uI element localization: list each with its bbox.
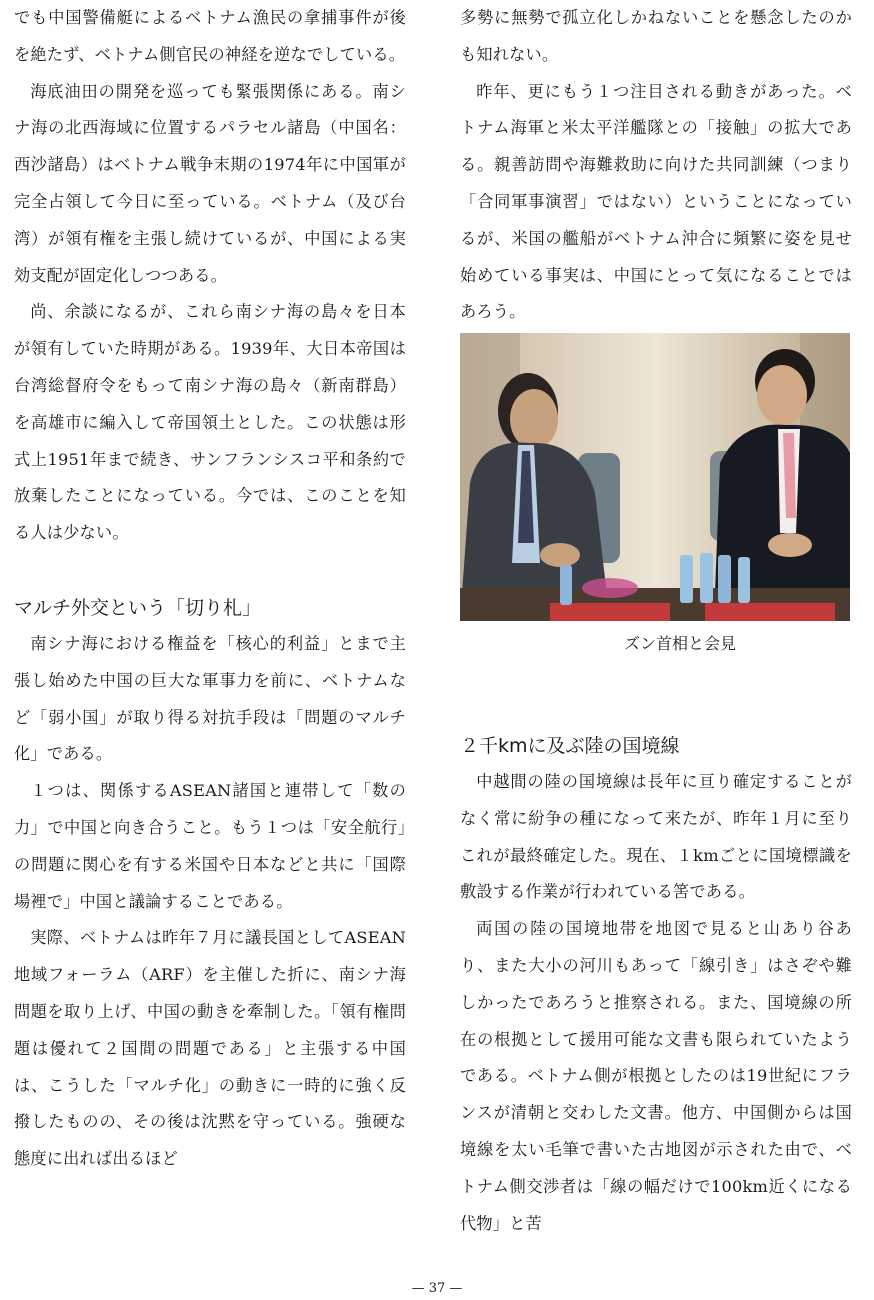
page-number: — 37 — <box>411 1281 463 1296</box>
photo-figure <box>460 333 850 654</box>
section-heading: マルチ外交という「切り札」 <box>14 596 262 619</box>
right-column <box>460 0 852 331</box>
paragraph: 南シナ海における権益を「核心的利益」とまで主張し始めた中国の巨大な軍事力を前に、ベトナムなど「弱小国」が取り得る対抗手段は「問題のマルチ化」である。 <box>14 633 406 764</box>
paragraph: 尚、余談になるが、これら南シナ海の島々を日本が領有していた時期がある。1939年、大日本帝国は台湾総督府令をもって南シナ海の島々（新南群島）を高雄市に編入して帝国領土とした。この状態は形式上1951年まで続き、サンフランシスコ平和条約で放棄したことになっている。今では、このことを知る人は少ない。 <box>14 302 406 543</box>
section-heading: ２千kmに及ぶ陸の国境線 <box>460 735 680 757</box>
meeting-photo <box>460 333 850 621</box>
paragraph: でも中国警備艇によるベトナム漁民の拿捕事件が後を絶たず、ベトナム側官民の神経を逆なでしている。 <box>14 8 406 64</box>
paragraph: １つは、関係するASEAN諸国と連帯して「数の力」で中国と向き合うこと。もう１つは「安全航行」の問題に関心を有する米国や日本などと共に「国際場裡で」中国と議論することである。 <box>14 781 406 911</box>
paragraph: 海底油田の開発を巡っても緊張関係にある。南シナ海の北西海域に位置するパラセル諸島（中国名：西沙諸島）はベトナム戦争末期の1974年に中国軍が完全占領して今日に至っている。ベトナム（及び台湾）が領有権を主張し続けているが、中国による実効支配が固定化しつつある。 <box>14 81 406 285</box>
paragraph: 実際、ベトナムは昨年７月に議長国としてASEAN地域フォーラム（ARF）を主催した折に、南シナ海問題を取り上げ、中国の動きを牽制した。「領有権問題は優れて２国間の問題である」と主張する中国は、こうした「マルチ化」の動きに一時的に強く反撥したものの、その後は沈黙を守っている。強硬な態度に出れば出るほど <box>14 928 406 1169</box>
right-column-lower <box>460 728 852 1242</box>
photo-caption: ズン首相と会見 <box>623 634 736 653</box>
paragraph: 両国の陸の国境地帯を地図で見ると山あり谷あり、また大小の河川もあって「線引き」はさぞや難しかったであろうと推察される。また、国境線の所在の根拠として援用可能な文書も限られていたようである。ベトナム側が根拠としたのは19世紀にフランスが清朝と交わした文書。他方、中国側からは国境線を太い毛筆で書いた古地図が示された由で、ベトナム側交渉者は「線の幅だけで100km近くになる代物」と苦 <box>460 919 852 1233</box>
paragraph: 多勢に無勢で孤立化しかねないことを懸念したのかも知れない。 <box>460 8 852 64</box>
paragraph: 中越間の陸の国境線は長年に亘り確定することがなく常に紛争の種になって来たが、昨年１月に至りこれが最終確定した。現在、１kmごとに国境標識を敷設する作業が行われている筈である。 <box>460 772 852 902</box>
left-column <box>14 0 406 1178</box>
paragraph: 昨年、更にもう１つ注目される動きがあった。ベトナム海軍と米太平洋艦隊との「接触」の拡大である。親善訪問や海難救助に向けた共同訓練（つまり「合同軍事演習」ではない）ということになっているが、米国の艦船がベトナム沖合に頻繁に姿を見せ始めている事実は、中国にとって気になることではあろう。 <box>460 81 852 322</box>
